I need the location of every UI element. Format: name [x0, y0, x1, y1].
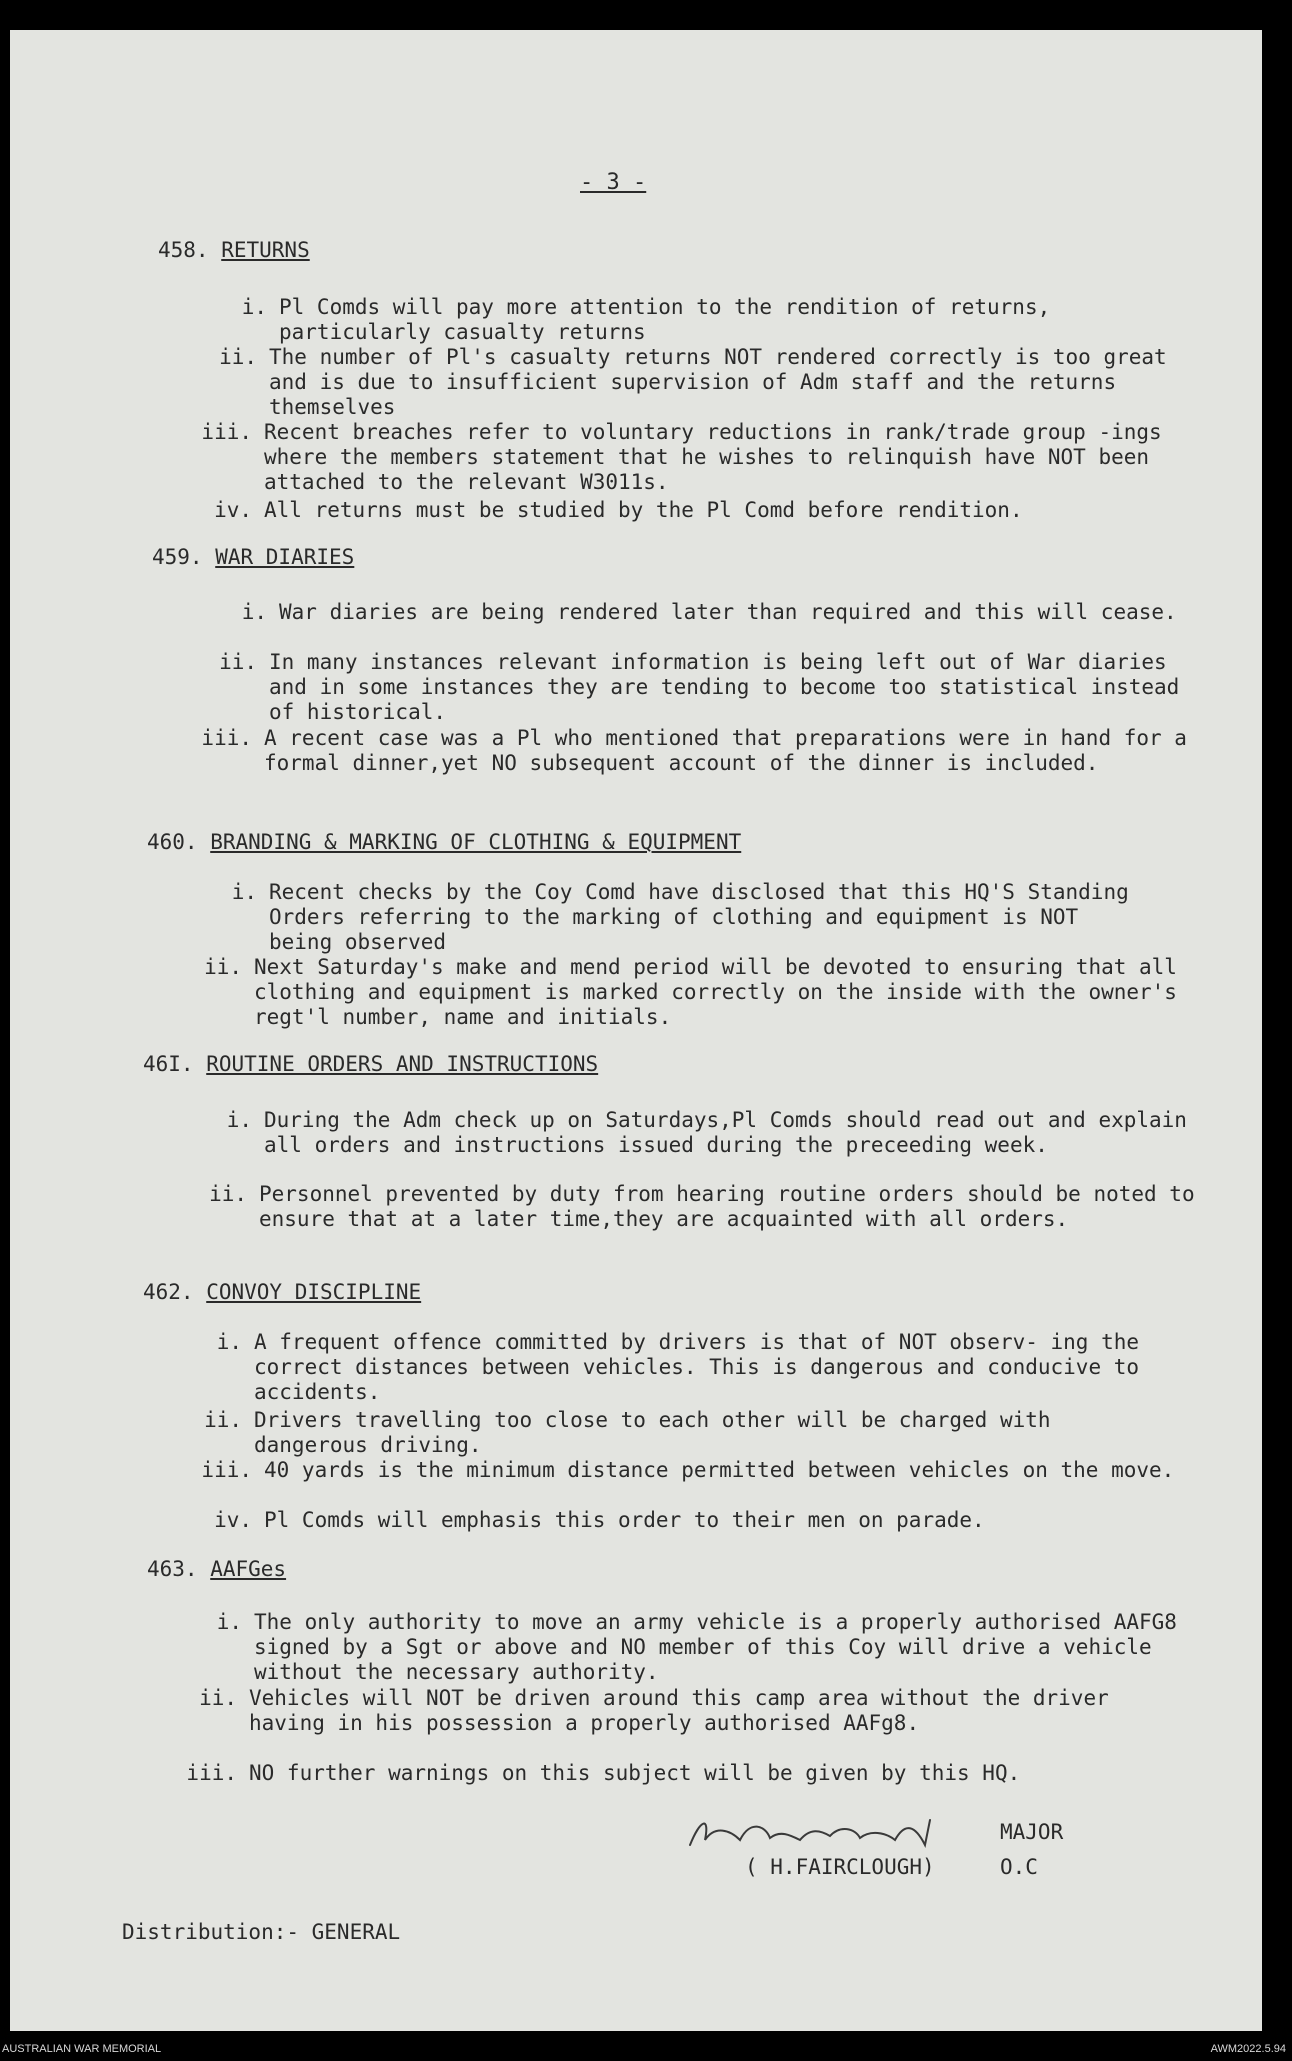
footer-left: AUSTRALIAN WAR MEMORIAL	[2, 2043, 162, 2055]
footer-right: AWM2022.5.94	[1210, 2043, 1286, 2055]
section-number: 460.	[147, 830, 211, 854]
section-paragraph	[205, 650, 1205, 725]
paragraph-text: A recent case was a Pl who mentioned that preparations were in hand for a formal dinner,yet NO subsequent account of the dinner is included.	[264, 726, 1187, 775]
distribution-line: Distribution:- GENERAL	[122, 1920, 401, 1944]
paragraph-numeral: ii.	[204, 955, 242, 979]
paragraph-text: Recent checks by the Coy Comd have disclosed that this HQ'S Standing Orders referring to the marking of clothing and equipment is NOT being observed	[269, 880, 1129, 954]
section-title: WAR DIARIES	[215, 545, 355, 569]
signatory-rank: MAJOR	[1000, 1820, 1064, 1844]
section-title: AAFGes	[210, 1557, 287, 1581]
section-paragraph	[215, 295, 1195, 345]
section-paragraph	[205, 880, 1135, 955]
section-title: ROUTINE ORDERS AND INSTRUCTIONS	[206, 1052, 599, 1076]
paragraph-text: During the Adm check up on Saturdays,Pl Comds should read out and explain all orders and instructions issued during the preceeding week.	[264, 1108, 1187, 1157]
paragraph-text: Vehicles will NOT be driven around this camp area without the driver having in his possession a properly authorised AAFg8.	[249, 1686, 1109, 1735]
section-paragraph	[185, 1761, 1150, 1786]
paragraph-text: Pl Comds will emphasis this order to their men on parade.	[264, 1508, 985, 1532]
paragraph-numeral: ii.	[219, 345, 257, 369]
paragraph-numeral: i.	[216, 1610, 242, 1634]
paragraph-numeral: iv.	[214, 1508, 252, 1532]
section-paragraph	[200, 498, 1205, 523]
paragraph-numeral: ii.	[209, 1182, 247, 1206]
paragraph-text: In many instances relevant information is being left out of War diaries and in some instances they are tending to become too statistical instead of historical.	[269, 650, 1180, 724]
paragraph-text: Personnel prevented by duty from hearing routine orders should be noted to ensure that at a later time,they are acquainted with all orders.	[259, 1182, 1195, 1231]
section-paragraph	[200, 726, 1215, 776]
section-paragraph	[215, 600, 1215, 625]
section-paragraph	[200, 1108, 1190, 1158]
section-paragraph	[190, 955, 1190, 1030]
paragraph-numeral: i.	[226, 1108, 252, 1132]
section-paragraph	[200, 1508, 1190, 1533]
paragraph-numeral: i.	[241, 600, 267, 624]
paragraph-text: The only authority to move an army vehicle is a properly authorised AAFG8 signed by a Sgt or above and NO member of this Coy will drive a vehicle without the necessary authority.	[254, 1610, 1177, 1684]
paragraph-numeral: iv.	[214, 498, 252, 522]
paragraph-numeral: ii.	[204, 1408, 242, 1432]
section-title: BRANDING & MARKING OF CLOTHING & EQUIPMENT	[210, 830, 742, 854]
paragraph-numeral: i.	[231, 880, 257, 904]
section-paragraph	[185, 1686, 1160, 1736]
section-paragraph	[195, 1182, 1195, 1232]
section-paragraph	[190, 1408, 1160, 1458]
section-paragraph	[200, 1458, 1180, 1483]
section-paragraph	[190, 1330, 1190, 1405]
paragraph-text: Pl Comds will pay more attention to the rendition of returns, particularly casualty returns	[279, 295, 1051, 344]
paragraph-text: War diaries are being rendered later than required and this will cease.	[279, 600, 1177, 624]
paragraph-numeral: ii.	[199, 1686, 237, 1710]
section-title: RETURNS	[221, 238, 310, 262]
signatory-appointment: O.C	[1000, 1855, 1038, 1879]
section-number: 459.	[152, 545, 216, 569]
signature-block	[670, 1800, 1090, 1910]
page-number: - 3 -	[580, 170, 647, 195]
paragraph-text: Next Saturday's make and mend period will be devoted to ensuring that all clothing and equipment is marked correctly on the inside with the owner's regt'l number, name and initials.	[254, 955, 1177, 1029]
paragraph-text: Recent breaches refer to voluntary reductions in rank/trade group -ings where the members statement that he wishes to relinquish have NOT been attached to the relevant W3011s.	[264, 420, 1162, 494]
section-heading	[147, 1557, 286, 1581]
section-heading	[152, 545, 354, 569]
section-paragraph	[200, 420, 1205, 495]
signatory-name: ( H.FAIRCLOUGH)	[745, 1855, 935, 1879]
section-title: CONVOY DISCIPLINE	[206, 1280, 422, 1304]
paragraph-text: NO further warnings on this subject will be given by this HQ.	[249, 1761, 1021, 1785]
section-heading	[147, 830, 741, 854]
section-paragraph	[190, 1610, 1190, 1685]
paragraph-numeral: iii.	[201, 1458, 252, 1482]
paragraph-numeral: iii.	[201, 420, 252, 444]
section-heading	[158, 238, 310, 262]
paragraph-text: A frequent offence committed by drivers is that of NOT observ- ing the correct distances between vehicles. This is dangerous and conducive to accidents.	[254, 1330, 1140, 1404]
section-paragraph	[205, 345, 1195, 420]
paragraph-numeral: iii.	[201, 726, 252, 750]
section-heading	[143, 1052, 598, 1076]
paragraph-numeral: ii.	[219, 650, 257, 674]
paragraph-text: 40 yards is the minimum distance permitted between vehicles on the move.	[264, 1458, 1175, 1482]
section-number: 462.	[143, 1280, 207, 1304]
paragraph-numeral: i.	[216, 1330, 242, 1354]
paragraph-text: All returns must be studied by the Pl Comd before rendition.	[264, 498, 1023, 522]
paragraph-text: The number of Pl's casualty returns NOT rendered correctly is too great and is due to insufficient supervision of Adm staff and the returns themselves	[269, 345, 1167, 419]
handwritten-signature	[670, 1800, 1000, 1860]
section-heading	[143, 1280, 421, 1304]
section-number: 463.	[147, 1557, 211, 1581]
document-page	[10, 30, 1262, 2031]
paragraph-numeral: iii.	[186, 1761, 237, 1785]
section-number: 46I.	[143, 1052, 207, 1076]
paragraph-text: Drivers travelling too close to each other will be charged with dangerous driving.	[254, 1408, 1051, 1457]
section-number: 458.	[158, 238, 222, 262]
paragraph-numeral: i.	[241, 295, 267, 319]
